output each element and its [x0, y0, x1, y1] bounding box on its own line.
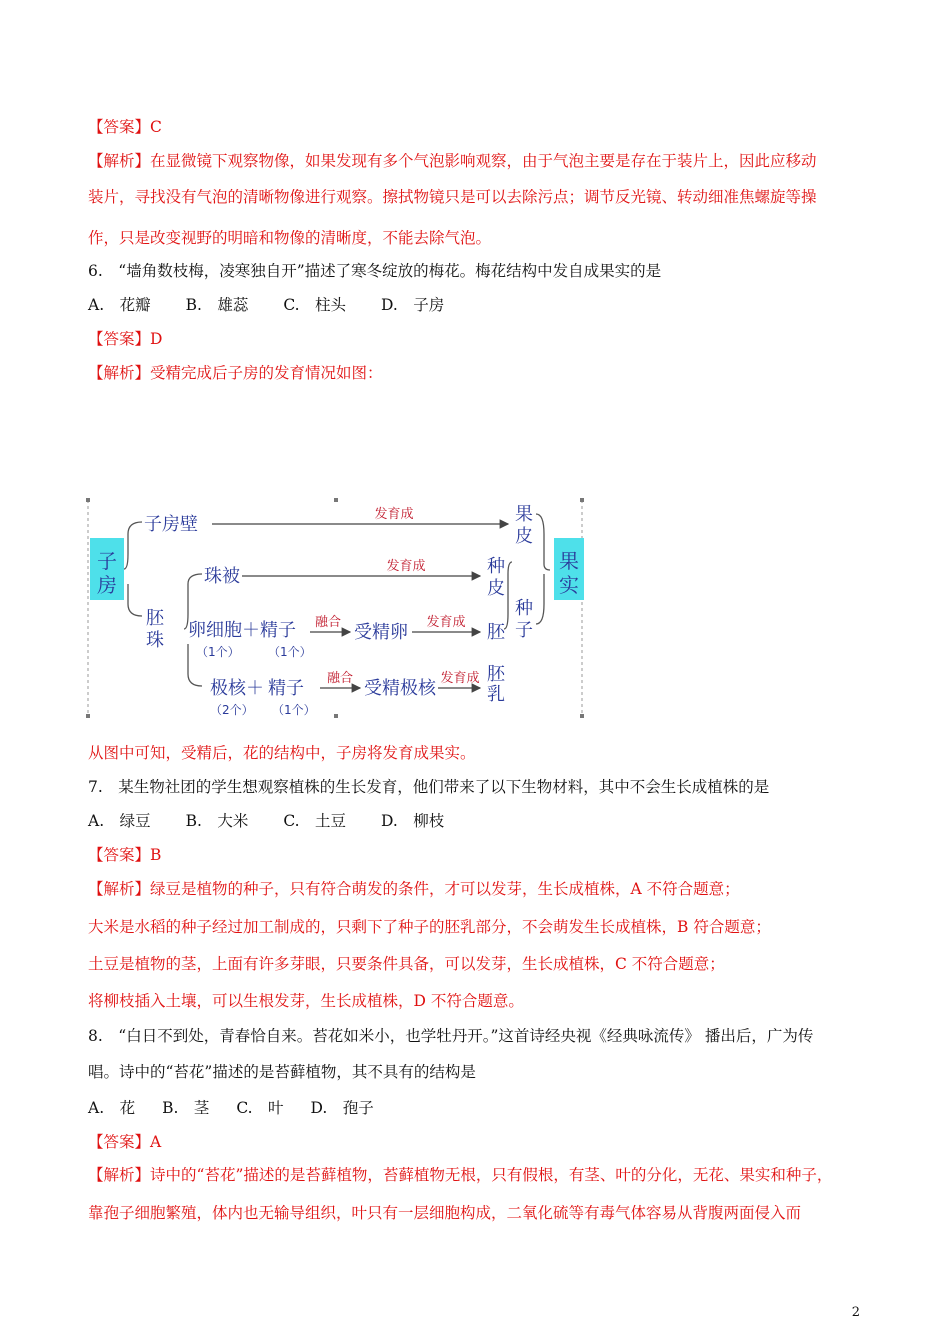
- seed-label: 种子: [515, 598, 533, 641]
- q8-analysis-line-2: 靠孢子细胞繁殖，体内也无输导组织，叶只有一层细胞构成，二氧化硫等有毒气体容易从背腹两面侵入而: [88, 1204, 802, 1222]
- answer-tag: 【答案】: [88, 118, 151, 136]
- polar-nuclei-label: 极核＋: [210, 678, 264, 699]
- integument-label: 珠被: [204, 566, 240, 587]
- q6-stem: 6. “墙角数枝梅，凌寒独自开”描述了寒冬绽放的梅花。梅花结构中发自成果实的是: [88, 262, 662, 280]
- answer-tag: 【答案】: [88, 330, 151, 348]
- fertilized-polar-label: 受精极核: [364, 678, 436, 699]
- develops-label-2: 发育成: [386, 559, 426, 574]
- fuse-label-2: 融合: [326, 671, 354, 686]
- option-b: B. 雄蕊: [185, 296, 249, 314]
- ovary-bracket: [124, 522, 142, 616]
- q6-analysis-line-1: 【解析】受精完成后子房的发育情况如图：: [88, 364, 383, 382]
- q7-analysis-line-4: 将柳枝插入土壤，可以生根发芽，生长成植株，D 不符合题意。: [88, 992, 524, 1010]
- option-b: B. 大米: [185, 812, 249, 830]
- egg-count: （1个）: [196, 645, 240, 659]
- ovary-wall-label: 子房壁: [144, 514, 198, 535]
- q7-analysis-line-3: 土豆是植物的茎，上面有许多芽眼，只要条件具备，可以发芽，生长成植株，C 不符合题意；: [88, 955, 725, 973]
- q5-analysis-line-3: 作，只是改变视野的明暗和物像的清晰度，不能去除气泡。: [88, 229, 492, 247]
- ovule-label: 胚珠: [146, 608, 164, 651]
- option-c: C. 柱头: [283, 296, 347, 314]
- option-d: D. 孢子: [310, 1099, 374, 1117]
- option-a: A. 花: [88, 1099, 136, 1117]
- fruit-label: 果实: [559, 549, 579, 597]
- answer-value: D: [150, 330, 163, 348]
- q6-options: [88, 294, 880, 316]
- analysis-tag: 【解析】: [88, 364, 151, 382]
- q5-answer: [88, 116, 880, 138]
- option-a: A. 花瓣: [88, 296, 151, 314]
- sperm-count-1: （1个）: [268, 645, 312, 659]
- option-c: C. 叶: [236, 1099, 284, 1117]
- answer-tag: 【答案】: [88, 1133, 151, 1151]
- develops-label-1: 发育成: [374, 507, 414, 522]
- q7-analysis-line-1: 【解析】绿豆是植物的种子，只有符合萌发的条件，才可以发芽，生长成植株，A 不符合题意；: [88, 880, 740, 898]
- q7-options: [88, 810, 880, 832]
- embryo-label: 胚: [487, 622, 505, 643]
- q8-answer: [88, 1131, 880, 1153]
- option-d: D. 柳枝: [381, 812, 445, 830]
- ovary-label: 子房: [97, 549, 117, 597]
- sperm-count-2: （1个）: [272, 703, 316, 717]
- option-d: D. 子房: [381, 296, 445, 314]
- option-a: A. 绿豆: [88, 812, 151, 830]
- answer-value: B: [150, 846, 162, 864]
- fuse-label-1: 融合: [314, 615, 342, 630]
- zygote-label: 受精卵: [354, 622, 408, 643]
- fruit-bracket: [536, 514, 550, 624]
- option-c: C. 土豆: [283, 812, 347, 830]
- answer-tag: 【答案】: [88, 846, 151, 864]
- develops-label-4: 发育成: [440, 671, 480, 686]
- q7-analysis-line-2: 大米是水稻的种子经过加工制成的，只剩下了种子的胚乳部分，不会萌发生长成植株，B 符合题意；: [88, 918, 771, 936]
- seed-bracket: [504, 562, 512, 629]
- ovary-development-diagram: [84, 494, 590, 724]
- egg-cell-label: 卵细胞＋: [188, 620, 260, 641]
- develops-label-3: 发育成: [426, 615, 466, 630]
- answer-value: A: [150, 1133, 162, 1151]
- q7-stem: 7. 某生物社团的学生想观察植株的生长发育，他们带来了以下生物材料，其中不会生长成植株的是: [88, 778, 770, 796]
- q7-answer: [88, 844, 880, 866]
- q5-analysis-line-2: 装片，寻找没有气泡的清晰物像进行观察。擦拭物镜只是可以去除污点；调节反光镜、转动细准焦螺旋等操: [88, 188, 817, 206]
- option-b: B. 茎: [162, 1099, 210, 1117]
- q8-stem-line-1: 8. “白日不到处，青春恰自来。苔花如米小，也学牡丹开。”这首诗经央视《经典咏流传》 播出后，广为传: [88, 1027, 814, 1045]
- analysis-tag: 【解析】: [88, 880, 151, 898]
- analysis-tag: 【解析】: [88, 152, 151, 170]
- q5-analysis-line-1: 【解析】在显微镜下观察物像，如果发现有多个气泡影响观察，由于气泡主要是存在于装片上，因此应移动: [88, 152, 817, 170]
- answer-value: C: [150, 118, 162, 136]
- q8-analysis-line-1: 【解析】诗中的“苔花”描述的是苔藓植物，苔藓植物无根，只有假根，有茎、叶的分化，无花、果实和种子，: [88, 1166, 833, 1184]
- polar-count: （2个）: [210, 703, 254, 717]
- analysis-tag: 【解析】: [88, 1166, 151, 1184]
- page-number: 2: [851, 1305, 860, 1320]
- sperm-label-1: 精子: [260, 620, 296, 641]
- pericarp-label: 果皮: [515, 504, 533, 547]
- endosperm-label: 胚乳: [487, 664, 505, 705]
- q8-stem-line-2: 唱。诗中的“苔花”描述的是苔藓植物，其不具有的结构是: [88, 1063, 476, 1081]
- q8-options: [88, 1097, 880, 1119]
- seed-coat-label: 种皮: [487, 556, 505, 599]
- sperm-label-2: 精子: [268, 678, 304, 699]
- q6-answer: [88, 328, 880, 350]
- q6-conclusion: 从图中可知，受精后，花的结构中，子房将发育成果实。: [88, 744, 476, 762]
